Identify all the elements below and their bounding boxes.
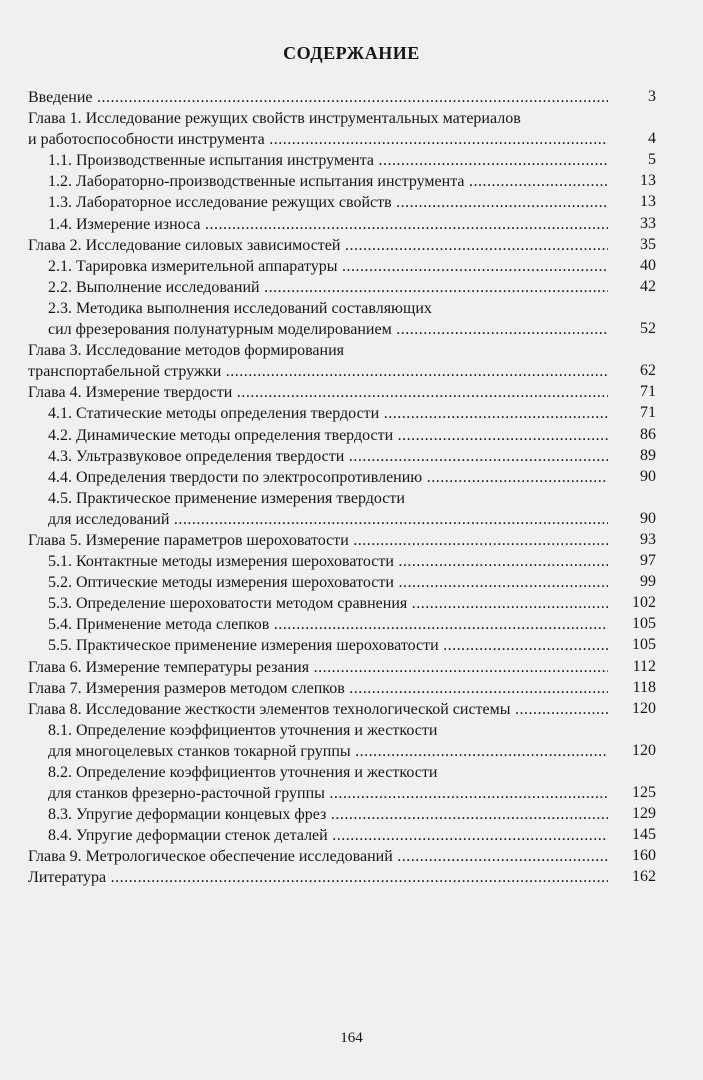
toc-section-entry: [28, 171, 656, 192]
toc-page-number: 90: [640, 509, 656, 527]
toc-entry-title: 4.5. Практическое применение измерения твердости: [48, 489, 405, 507]
toc-entry-title: 4.1. Статические методы определения твердости .....: [48, 403, 608, 424]
table-of-contents: [28, 87, 656, 889]
toc-entry-title: 8.1. Определение коэффициентов уточнения и жесткости: [48, 721, 438, 739]
toc-entry-title: 5.1. Контактные методы измерения шероховатости .....: [48, 551, 608, 572]
toc-page-number: 13: [640, 193, 656, 211]
toc-chapter-entry: [28, 340, 656, 382]
toc-page-number: 4: [648, 130, 656, 148]
toc-entry-title: 8.2. Определение коэффициентов уточнения и жесткости: [48, 764, 438, 781]
toc-page-number: 99: [640, 573, 656, 591]
toc-page-number: 13: [640, 172, 656, 190]
toc-entry-title: 8.4. Упругие деформации стенок деталей .....: [48, 825, 608, 846]
toc-entry-title: Глава 5. Измерение параметров шероховатости .....: [28, 530, 608, 551]
toc-entry-title: 5.3. Определение шероховатости методом сравнения .....: [48, 593, 608, 614]
toc-entry-title: 1.4. Измерение износа .....: [48, 214, 608, 235]
toc-entry-title: Литература .....: [28, 867, 608, 888]
toc-entry-title: 1.1. Производственные испытания инструмента .....: [48, 150, 608, 171]
toc-page-number: 145: [632, 826, 656, 844]
toc-chapter-entry: [28, 678, 656, 699]
toc-chapter-entry: [28, 87, 656, 108]
toc-page-number: 102: [632, 594, 656, 612]
toc-entry-title: Глава 2. Исследование силовых зависимостей .....: [28, 235, 608, 256]
toc-section-entry: [28, 425, 656, 446]
toc-page-number: 120: [632, 741, 656, 759]
toc-section-entry: [28, 762, 656, 804]
toc-page-number: 89: [640, 446, 656, 464]
toc-section-entry: [28, 403, 656, 424]
toc-section-entry: [28, 825, 656, 846]
toc-page-number: 129: [632, 805, 656, 823]
toc-chapter-entry: [28, 846, 656, 867]
toc-entry-title: Глава 9. Метрологическое обеспечение исследований .....: [28, 846, 608, 867]
toc-page-number: 160: [632, 847, 656, 865]
page-title: СОДЕРЖАНИЕ: [283, 43, 420, 63]
toc-chapter-entry: [28, 699, 656, 720]
toc-entry-title: 5.5. Практическое применение измерения шероховатости .....: [48, 635, 608, 656]
toc-entry-title: и работоспособности инструмента .....: [28, 129, 608, 150]
toc-page-number: 5: [648, 151, 656, 169]
toc-chapter-entry: [28, 235, 656, 256]
toc-section-entry: [28, 614, 656, 635]
toc-entry-title: Глава 3. Исследование методов формирования: [28, 342, 345, 360]
toc-page-number: 33: [640, 214, 656, 232]
toc-entry-title: Глава 7. Измерения размеров методом слепков .....: [28, 678, 608, 699]
toc-entry-title: Глава 4. Измерение твердости .....: [28, 382, 608, 403]
toc-page-number: 105: [632, 636, 656, 654]
toc-page-number: 35: [640, 235, 656, 253]
toc-entry-title: Глава 1. Исследование режущих свойств инструментальных материалов: [28, 110, 521, 128]
toc-page-number: 52: [640, 320, 656, 338]
toc-chapter-entry: [28, 657, 656, 678]
toc-page-number: 71: [640, 383, 656, 401]
toc-page-number: 125: [632, 784, 656, 802]
toc-section-entry: [28, 804, 656, 825]
toc-section-entry: [28, 572, 656, 593]
toc-entry-title: 1.2. Лабораторно-производственные испытания инструмента .....: [48, 171, 608, 192]
toc-entry-title: 4.4. Определения твердости по электросопротивлению .....: [48, 467, 608, 488]
toc-page-number: 62: [640, 362, 656, 380]
toc-entry-title: 8.3. Упругие деформации концевых фрез .....: [48, 804, 608, 825]
toc-section-entry: [28, 214, 656, 235]
toc-section-entry: [28, 488, 656, 530]
toc-page-number: 120: [632, 699, 656, 717]
toc-page-number: 86: [640, 425, 656, 443]
toc-page-number: 112: [632, 657, 656, 675]
toc-section-entry: [28, 298, 656, 340]
toc-chapter-entry: [28, 867, 656, 888]
toc-section-entry: [28, 551, 656, 572]
toc-page-number: 118: [632, 678, 656, 696]
page-number: 164: [340, 1030, 363, 1046]
toc-page-number: 42: [640, 277, 656, 295]
toc-chapter-entry: [28, 530, 656, 551]
toc-entry-title: Глава 8. Исследование жесткости элементов технологической системы .....: [28, 699, 608, 720]
toc-entry-title: 5.4. Применение метода слепков .....: [48, 614, 608, 635]
toc-page-number: 105: [632, 615, 656, 633]
toc-entry-title: сил фрезерования полунатурным моделированием .....: [48, 319, 608, 340]
toc-page-number: 93: [640, 530, 656, 548]
toc-chapter-entry: [28, 382, 656, 403]
toc-section-entry: [28, 150, 656, 171]
toc-entry-title: 2.3. Методика выполнения исследований составляющих: [48, 299, 432, 317]
toc-section-entry: [28, 256, 656, 277]
toc-section-entry: [28, 635, 656, 656]
toc-entry-title: Введение .....: [28, 87, 608, 108]
toc-entry-title: транспортабельной стружки .....: [28, 361, 608, 382]
toc-page-number: 40: [640, 256, 656, 274]
toc-entry-title: 2.1. Тарировка измерительной аппаратуры .....: [48, 256, 608, 277]
toc-section-entry: [28, 192, 656, 213]
toc-entry-title: 1.3. Лабораторное исследование режущих свойств .....: [48, 192, 608, 213]
toc-entry-title: для исследований .....: [48, 509, 608, 530]
toc-page-number: 162: [632, 868, 656, 886]
toc-section-entry: [28, 277, 656, 298]
toc-entry-title: 2.2. Выполнение исследований .....: [48, 277, 608, 298]
toc-section-entry: [28, 467, 656, 488]
toc-entry-title: для станков фрезерно-расточной группы .....: [48, 783, 608, 804]
toc-section-entry: [28, 593, 656, 614]
toc-entry-title: 5.2. Оптические методы измерения шероховатости .....: [48, 572, 608, 593]
toc-chapter-entry: [28, 108, 656, 150]
toc-entry-title: 4.2. Динамические методы определения твердости .....: [48, 425, 608, 446]
toc-section-entry: [28, 446, 656, 467]
toc-entry-title: Глава 6. Измерение температуры резания .....: [28, 657, 608, 678]
toc-entry-title: для многоцелевых станков токарной группы .....: [48, 741, 608, 762]
toc-entry-title: 4.3. Ультразвуковое определения твердости .....: [48, 446, 608, 467]
toc-page-number: 90: [640, 467, 656, 485]
toc-page-number: 71: [640, 404, 656, 422]
toc-page-number: 97: [640, 552, 656, 570]
toc-page-number: 3: [648, 88, 656, 105]
toc-section-entry: [28, 720, 656, 762]
